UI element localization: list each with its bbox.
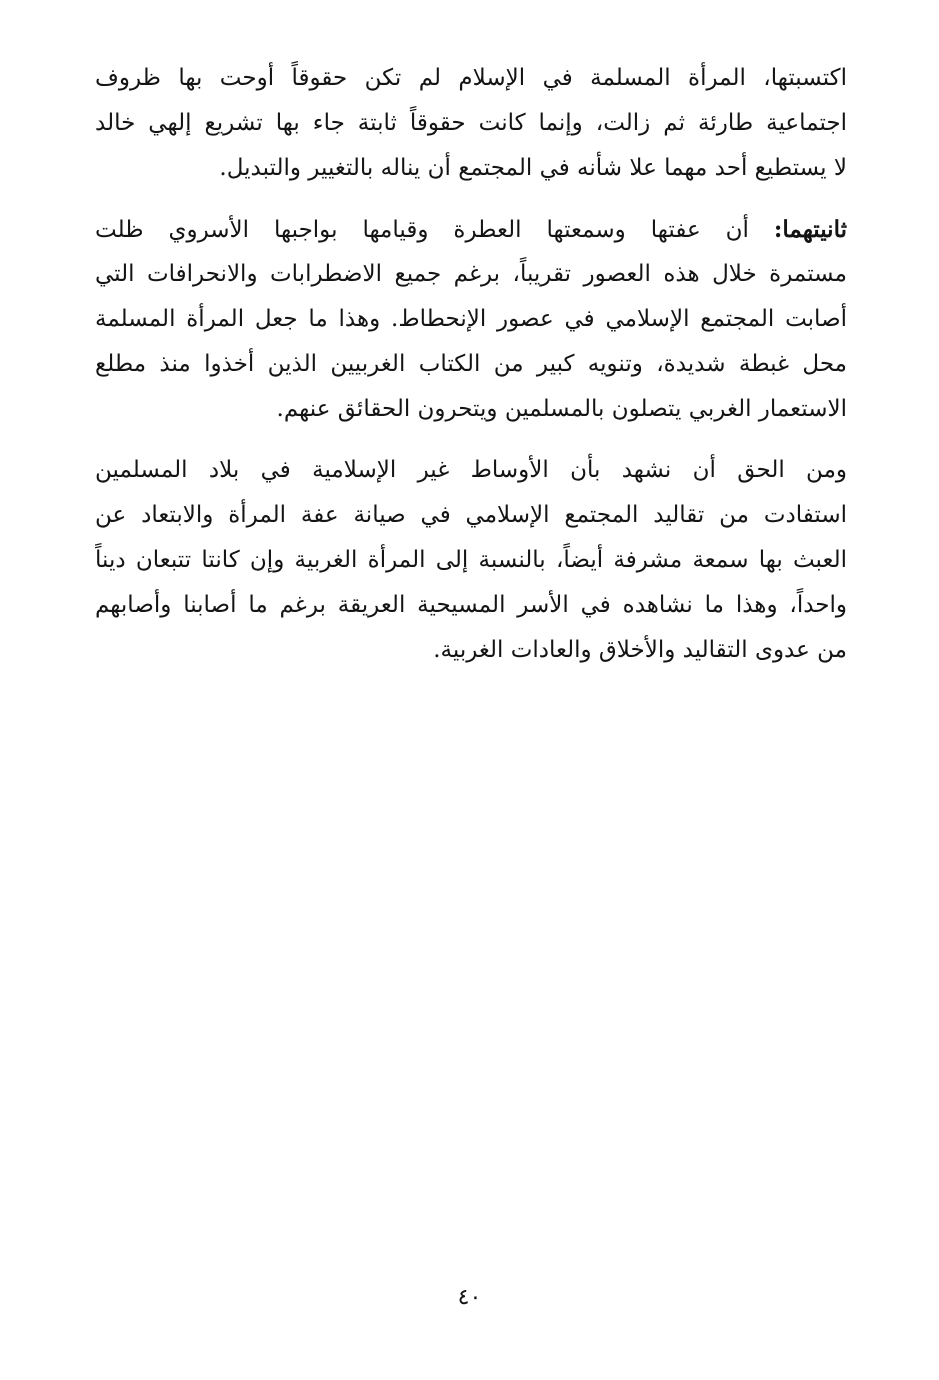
- text-line-with-lead: [95, 207, 847, 252]
- text-line: مستمرة خلال هذه العصور تقريباً، برغم جميع الاضطرابات والانحرافات التي: [95, 261, 847, 287]
- text-line: اكتسبتها، المرأة المسلمة في الإسلام لم تكن حقوقاً أوحت بها ظروف: [95, 65, 847, 91]
- page-number: ٤٠: [457, 1285, 482, 1310]
- text-line: الاستعمار الغربي يتصلون بالمسلمين ويتحرون الحقائق عنهم.: [276, 396, 847, 422]
- paragraph-lead-word: ثانيتهما:: [773, 216, 847, 243]
- text-line: من عدوى التقاليد والأخلاق والعادات الغربية.: [433, 637, 847, 663]
- text-line: لا يستطيع أحد مهما علا شأنه في المجتمع أن يناله بالتغيير والتبديل.: [219, 155, 847, 181]
- text-line: أصابت المجتمع الإسلامي في عصور الإنحطاط. وهذا ما جعل المرأة المسلمة: [95, 306, 847, 332]
- text-line: ومن الحق أن نشهد بأن الأوساط غير الإسلامية في بلاد المسلمين: [95, 457, 847, 483]
- paragraph-1: [95, 56, 847, 191]
- text-line: محل غبطة شديدة، وتنويه كبير من الكتاب الغربيين الذين أخذوا منذ مطلع: [95, 351, 847, 377]
- text-line-rest: أن عفتها وسمعتها العطرة وقيامها بواجبها الأسروي ظلت: [95, 217, 774, 243]
- text-line: واحداً، وهذا ما نشاهده في الأسر المسيحية العريقة برغم ما أصابنا وأصابهم: [95, 592, 847, 618]
- body-text: [95, 56, 847, 673]
- paragraph-3: [95, 448, 847, 673]
- text-line: اجتماعية طارئة ثم زالت، وإنما كانت حقوقاً ثابتة جاء بها تشريع إلهي خالد: [95, 110, 847, 136]
- paragraph-2: [95, 207, 847, 432]
- text-line: العبث بها سمعة مشرفة أيضاً، بالنسبة إلى المرأة الغربية وإن كانتا تتبعان ديناً: [95, 547, 847, 573]
- text-line: استفادت من تقاليد المجتمع الإسلامي في صيانة عفة المرأة والابتعاد عن: [95, 502, 847, 528]
